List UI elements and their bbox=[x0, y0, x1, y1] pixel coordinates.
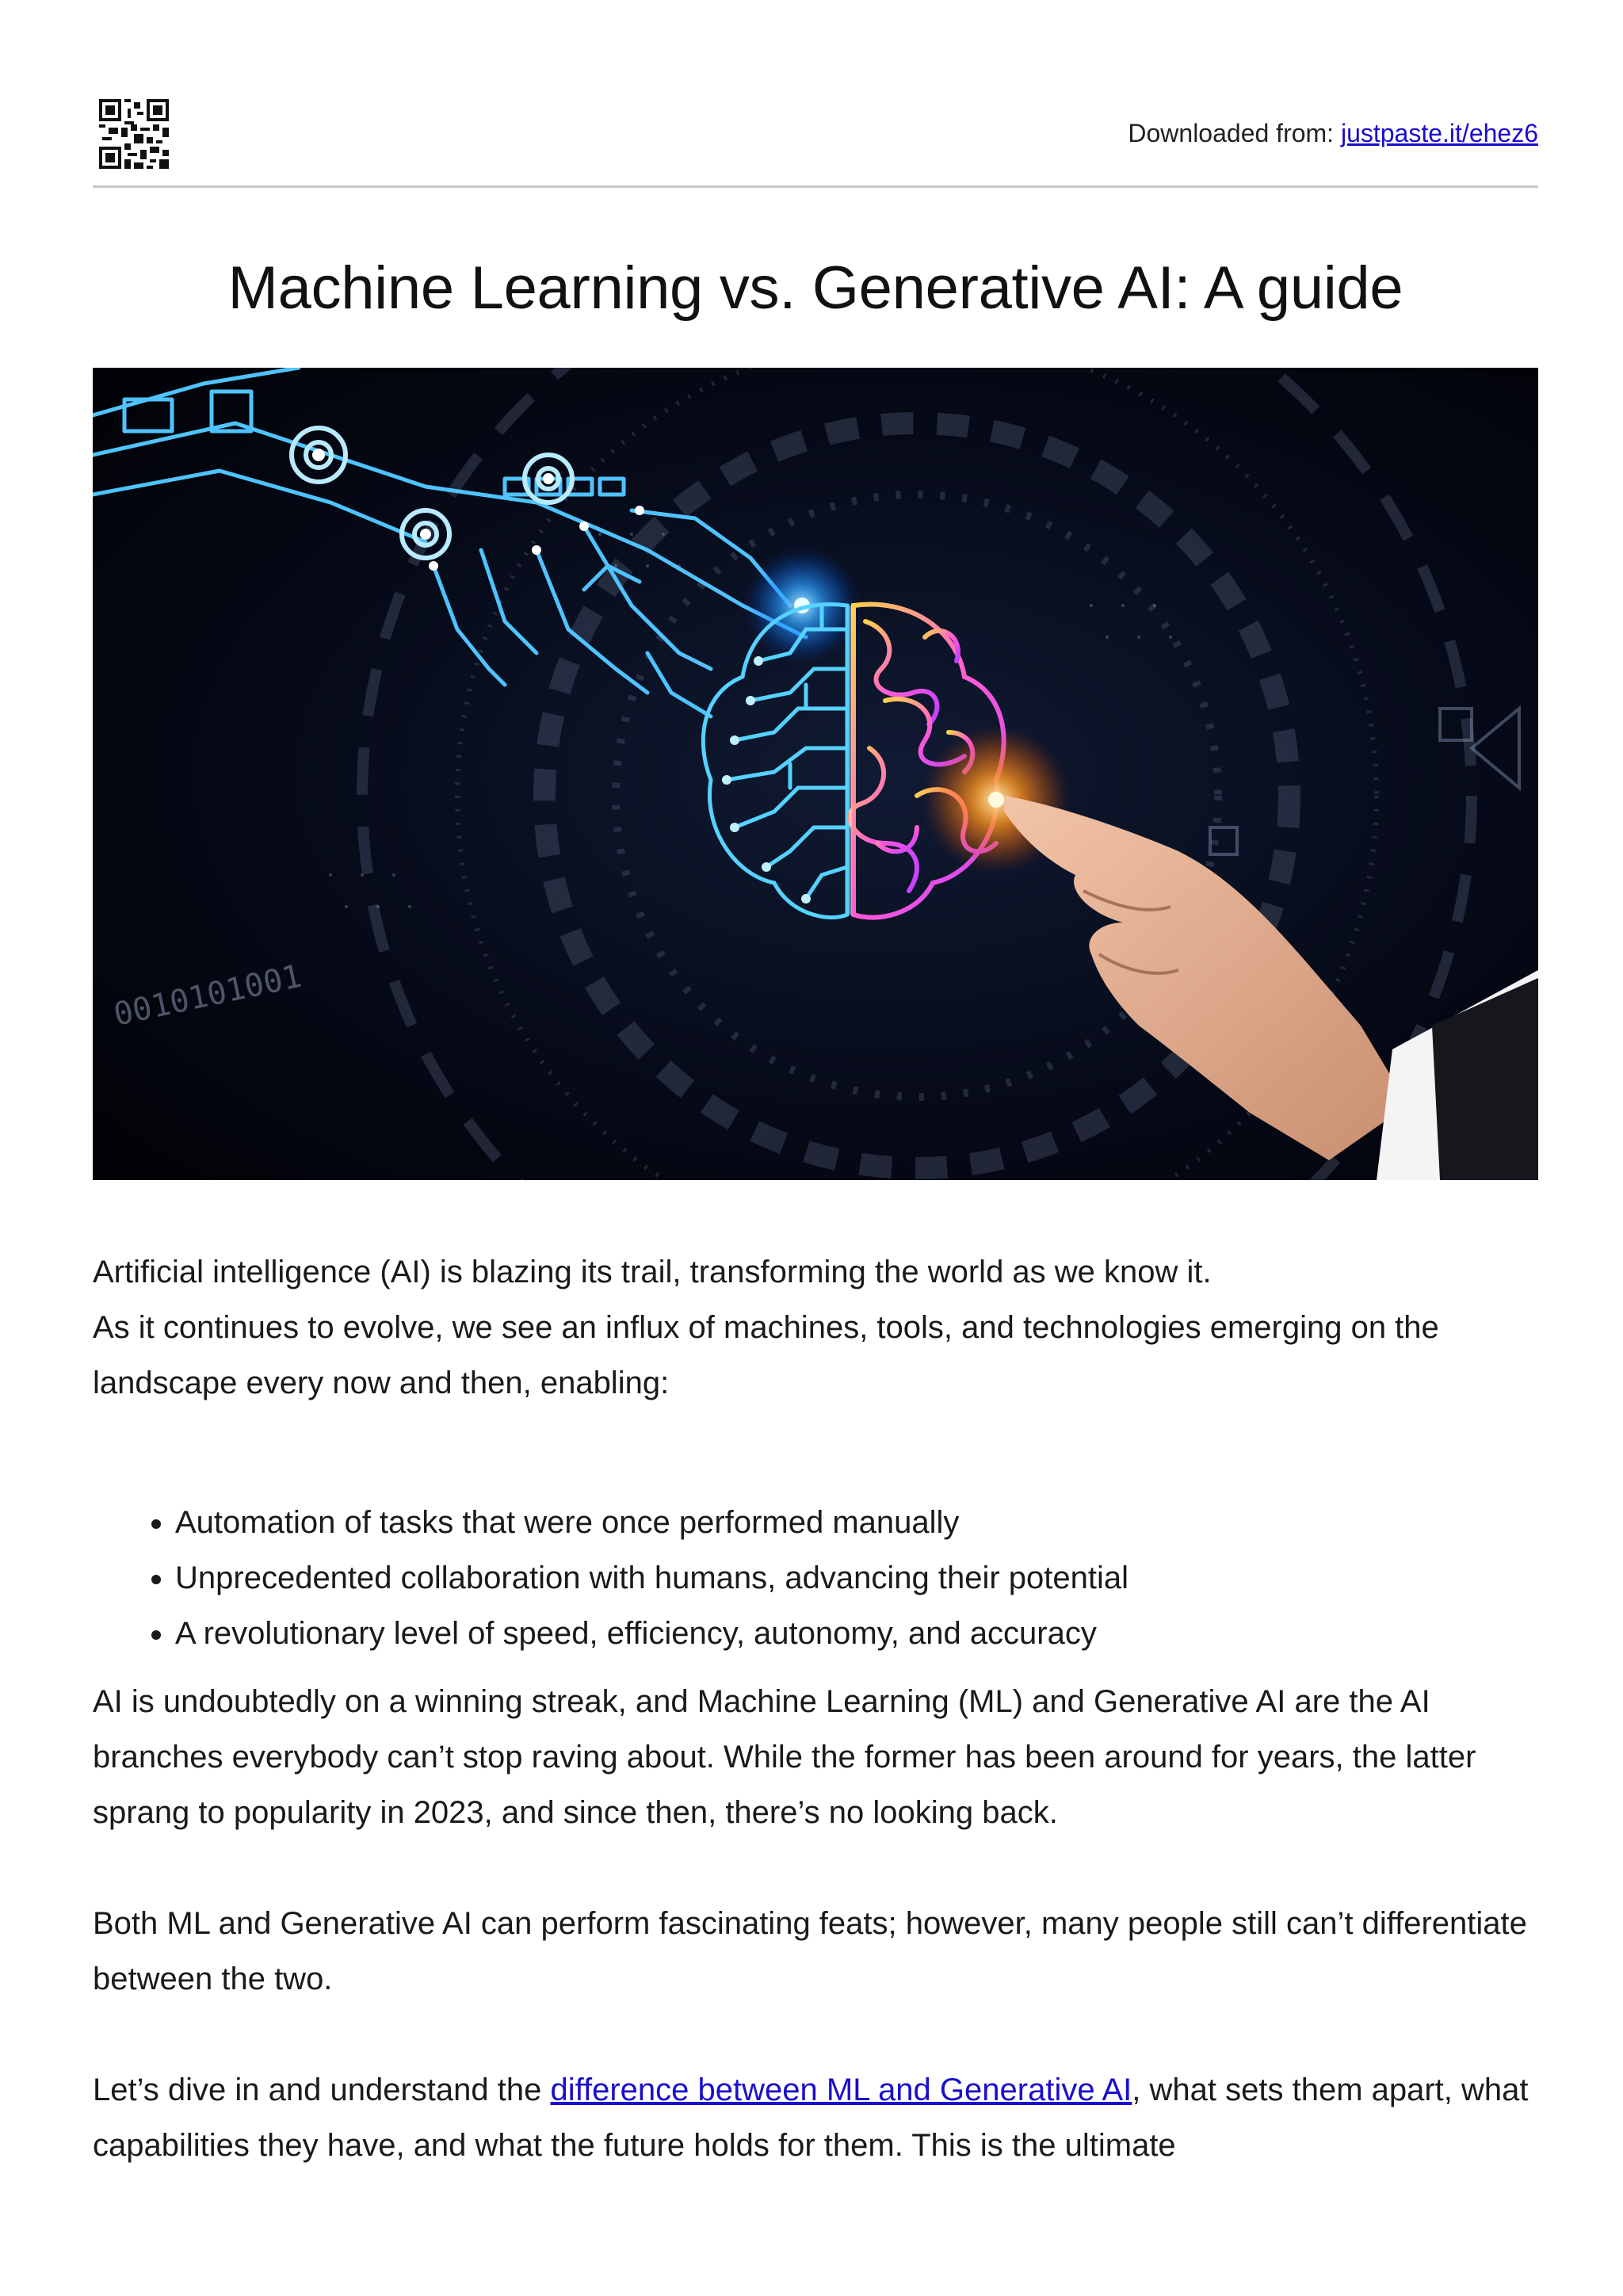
source-link[interactable]: justpaste.it/ehez6 bbox=[1340, 119, 1538, 147]
download-header bbox=[93, 0, 1538, 187]
paragraph-winning-streak: AI is undoubtedly on a winning streak, and Machine Learning (ML) and Generative AI are the AI branches everybody can’t stop raving about. While the former has been around for years, the latter sprang to popularity in 2023, and since then, there’s no looking back. bbox=[93, 1684, 1476, 1830]
qr-code-icon bbox=[99, 99, 169, 169]
dive-in-text: Let’s dive in and understand the bbox=[93, 2073, 551, 2107]
paragraph-differentiate: Both ML and Generative AI can perform fascinating feats; however, many people still can’t differentiate between the two. bbox=[93, 1906, 1527, 1996]
document-page bbox=[93, 0, 1538, 2163]
hero-image bbox=[93, 368, 1538, 1180]
article-body bbox=[93, 1244, 1538, 2173]
paragraph-dive-in bbox=[93, 2062, 1538, 2173]
header-divider bbox=[93, 185, 1538, 188]
dive-in-text-end: , what sets them apart, what capabilities they have, and what the future holds for them. This is the ultimate bbox=[93, 2073, 1529, 2163]
article-title: Machine Learning vs. Generative AI: A guide bbox=[227, 254, 1403, 322]
benefits-list bbox=[93, 1495, 1538, 1661]
download-source bbox=[1128, 119, 1538, 148]
binary-text: 0010101001 bbox=[110, 957, 305, 1033]
difference-link[interactable]: difference between ML and Generative AI bbox=[550, 2073, 1132, 2107]
list-item: • Unprecedented collaboration with humans, advancing their potential bbox=[175, 1550, 1538, 1606]
intro-line-2: As it continues to evolve, we see an influx of machines, tools, and technologies emerging on the landscape every now and then, enabling: bbox=[93, 1310, 1439, 1400]
intro-line-1: Artificial intelligence (AI) is blazing its trail, transforming the world as we know it. bbox=[93, 1255, 1212, 1289]
ai-brain-illustration bbox=[93, 368, 1538, 1180]
list-item: • A revolutionary level of speed, efficiency, autonomy, and accuracy bbox=[175, 1606, 1538, 1661]
list-item: • Automation of tasks that were once performed manually bbox=[175, 1495, 1538, 1550]
source-prefix: Downloaded from: bbox=[1128, 119, 1341, 147]
